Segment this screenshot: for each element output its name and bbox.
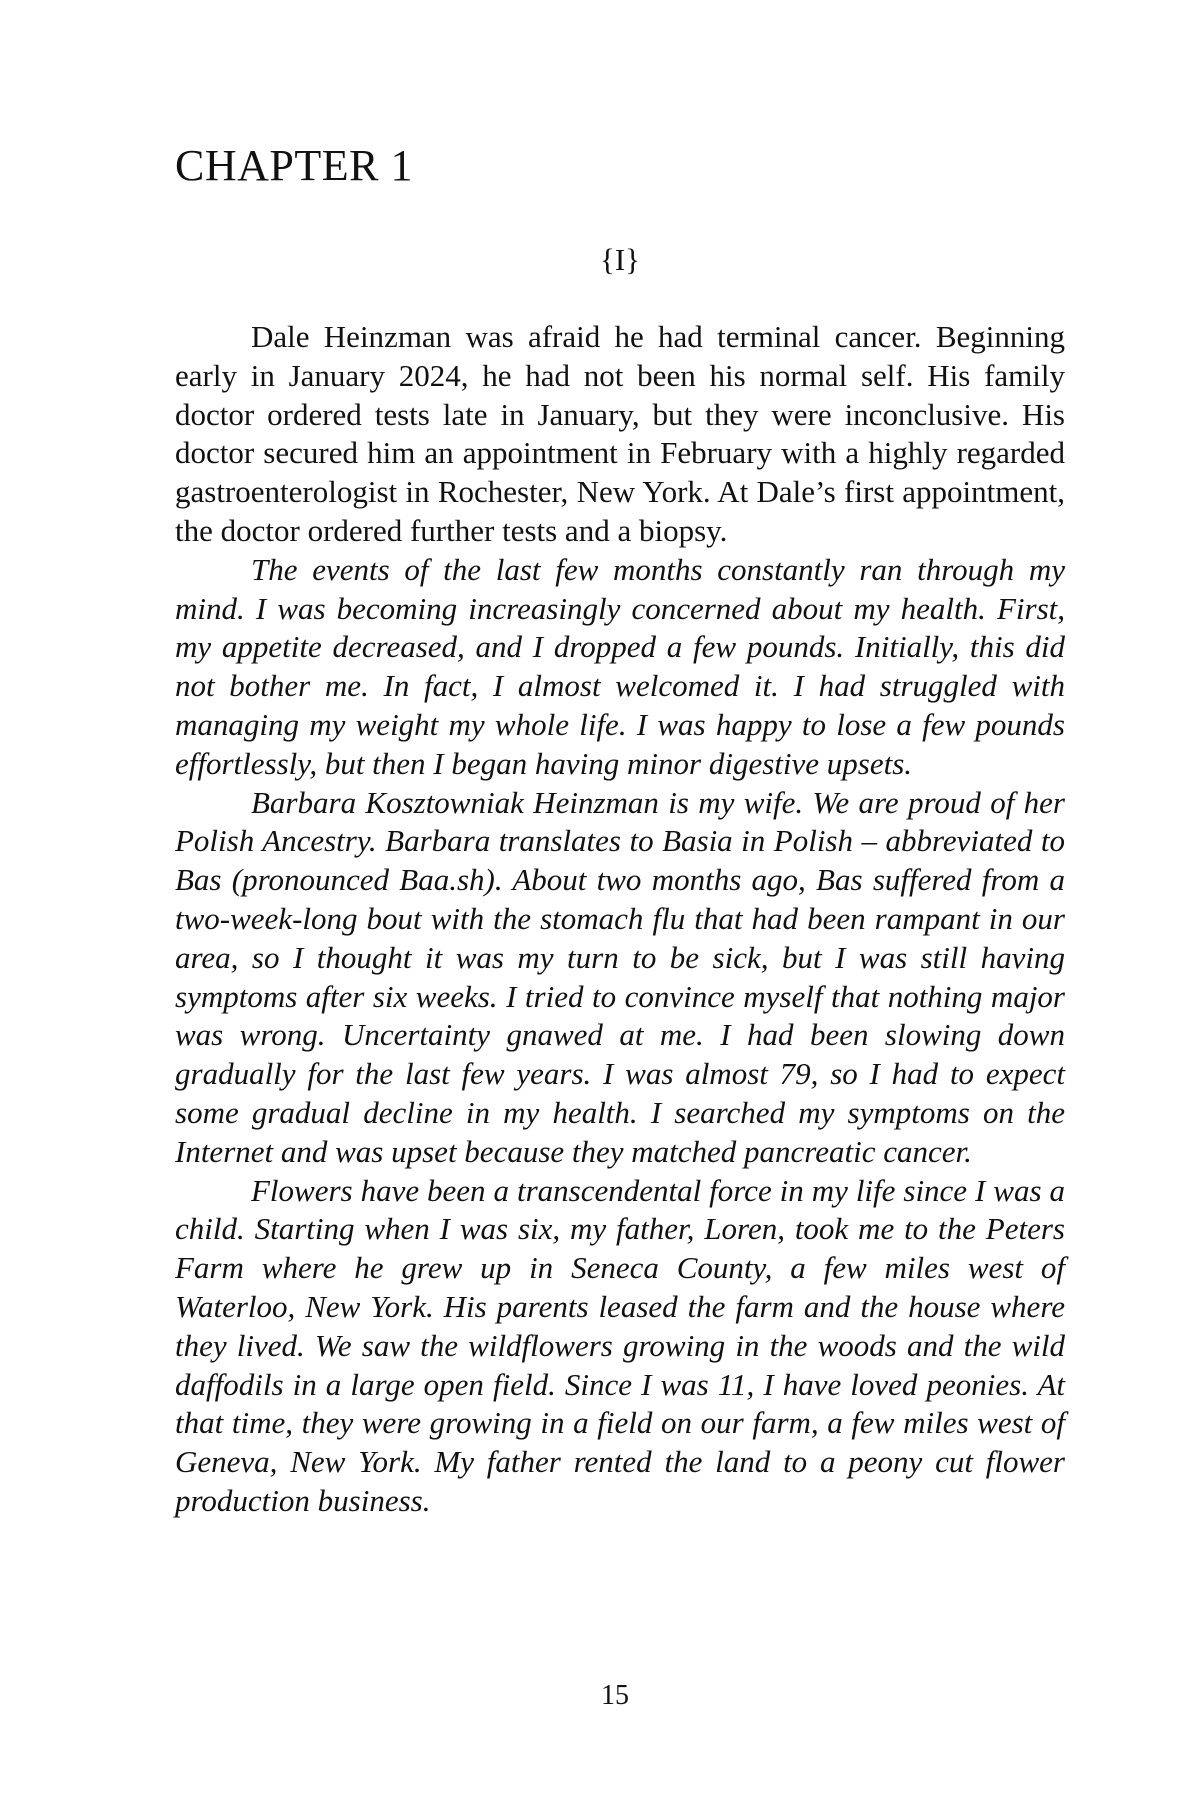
page-number: 15 — [601, 1680, 629, 1711]
paragraph: Flowers have been a transcendental force in my life since I was a child. Starting when I was six, my father, Loren, took me to the Peters Farm where he grew up in Seneca County, a few miles west of Waterloo, New York. His parents leased the farm and the house where they lived. We saw the wildflowers growing in the woods and the wild daffodils in a large open field. Since I was 11, I have loved peonies. At that time, they were growing in a field on our farm, a few miles west of Geneva, New York. My father rented the land to a peony cut flower production business. — [175, 1172, 1065, 1518]
paragraph: Dale Heinzman was afraid he had terminal cancer. Beginning early in January 2024, he had not been his normal self. His family doctor ordered tests late in January, but they were inconclusive. His doctor secured him an appointment in February with a highly regarded gastroenterologist in Rochester, New York. At Dale’s first appointment, the doctor ordered further tests and a biopsy. — [175, 319, 1065, 548]
paragraph: The events of the last few months constantly ran through my mind. I was becoming increasingly concerned about my health. First, my appetite decreased, and I dropped a few pounds. Initially, this did not bother me. In fact, I almost welcomed it. I had struggled with managing my weight my whole life. I was happy to lose a few pounds effortlessly, but then I began having minor digestive upsets. — [175, 551, 1065, 781]
chapter-title: CHAPTER 1 — [175, 141, 413, 190]
body-text — [175, 318, 1065, 1521]
section-marker: {I} — [599, 242, 641, 277]
paragraph: Barbara Kosztowniak Heinzman is my wife. We are proud of her Polish Ancestry. Barbara translates to Basia in Polish – abbreviated to Bas (pronounced Baa.sh). About two months ago, Bas suffered from a two-week-long bout with the stomach flu that had been rampant in our area, so I thought it was my turn to be sick, but I was still having symptoms after six weeks. I tried to convince myself that nothing major was wrong. Uncertainty gnawed at me. I had been slowing down gradually for the last few years. I was almost 79, so I had to expect some gradual decline in my health. I searched my symptoms on the Internet and was upset because they matched pancreatic cancer. — [175, 784, 1065, 1169]
